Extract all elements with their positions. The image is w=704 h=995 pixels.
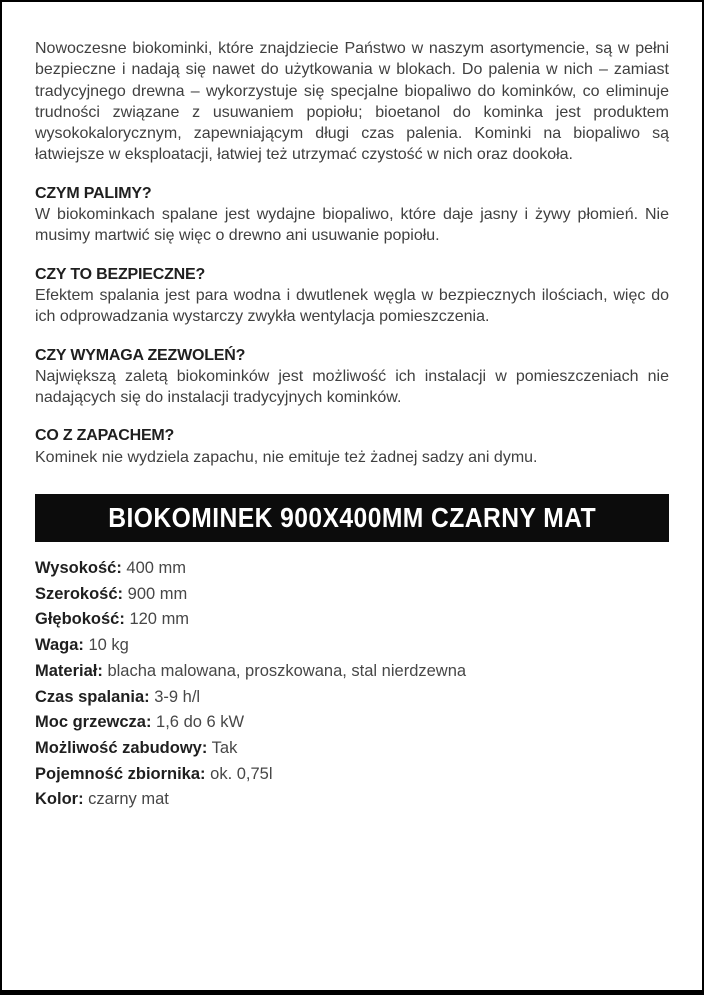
spec-value: ok. 0,75l <box>210 764 273 783</box>
spec-value: Tak <box>211 738 238 757</box>
intro-paragraph: Nowoczesne biokominki, które znajdziecie Państwo w naszym asortymencie, są w pełni bezpieczne i nadają się nawet do użytkowania w blokach. Do palenia w nich – zamiast tradycyjnego drewna – wykorzystuje się specjalne biopaliwo do kominków, co eliminuje trudności związane z usuwaniem popiołu; bioetanol do kominka jest produktem wysokokalorycznym, zapewniającym długi czas palenia. Kominki na biopaliwo są łatwiejsze w eksploatacji, łatwiej też utrzymać czystość w nich oraz dookoła. <box>35 40 669 164</box>
product-title: BIOKOMINEK 900X400MM CZARNY MAT <box>108 502 596 534</box>
spec-label: Pojemność zbiornika: <box>35 764 206 783</box>
spec-value: 120 mm <box>129 610 190 629</box>
section-heading: CZYM PALIMY? <box>35 184 152 202</box>
spec-label: Wysokość: <box>35 559 122 578</box>
spec-row-czas-spalania <box>35 685 669 711</box>
spec-list <box>35 556 669 813</box>
spec-value: 1,6 do 6 kW <box>156 713 245 732</box>
spec-label: Możliwość zabudowy: <box>35 738 208 757</box>
spec-row-glebokosc <box>35 607 669 633</box>
product-title-banner <box>35 494 669 542</box>
spec-value: 10 kg <box>88 636 129 655</box>
spec-row-pojemnosc-zbiornika <box>35 762 669 788</box>
section-czy-to-bezpieczne <box>35 264 669 328</box>
spec-label: Materiał: <box>35 661 103 680</box>
section-co-z-zapachem <box>35 425 669 468</box>
section-body: Efektem spalania jest para wodna i dwutlenek węgla w bezpiecznych ilościach, więc do ich odprowadzania wystarczy zwykła wentylacja pomieszczenia. <box>35 286 669 326</box>
spec-row-szerokosc <box>35 582 669 608</box>
spec-row-mozliwosc-zabudowy <box>35 736 669 762</box>
section-body: W biokominkach spalane jest wydajne biopaliwo, które daje jasny i żywy płomień. Nie musimy martwić się więc o drewno ani usuwanie popiołu. <box>35 206 669 245</box>
spec-value: czarny mat <box>88 790 169 809</box>
spec-row-waga <box>35 633 669 659</box>
section-heading: CO Z ZAPACHEM? <box>35 427 175 445</box>
spec-value: blacha malowana, proszkowana, stal nierdzewna <box>107 661 467 680</box>
spec-label: Szerokość: <box>35 584 124 603</box>
spec-label: Głębokość: <box>35 610 125 629</box>
spec-label: Kolor: <box>35 790 84 809</box>
section-czym-palimy <box>35 183 669 247</box>
spec-label: Moc grzewcza: <box>35 713 152 732</box>
section-body: Kominek nie wydziela zapachu, nie emituje też żadnej sadzy ani dymu. <box>35 448 538 466</box>
spec-row-kolor <box>35 787 669 813</box>
section-czy-wymaga-zezwolen <box>35 345 669 409</box>
spec-label: Czas spalania: <box>35 687 150 706</box>
section-heading: CZY WYMAGA ZEZWOLEŃ? <box>35 346 246 364</box>
spec-value: 3-9 h/l <box>154 687 201 706</box>
spec-row-wysokosc <box>35 556 669 582</box>
spec-value: 900 mm <box>127 584 188 603</box>
spec-row-moc-grzewcza <box>35 710 669 736</box>
section-heading: CZY TO BEZPIECZNE? <box>35 265 206 283</box>
section-body: Największą zaletą biokominków jest możliwość ich instalacji w pomieszczeniach nie nadających się do instalacji tradycyjnych kominków. <box>35 367 669 407</box>
spec-label: Waga: <box>35 636 84 655</box>
spec-value: 400 mm <box>126 559 187 578</box>
spec-row-material <box>35 659 669 685</box>
